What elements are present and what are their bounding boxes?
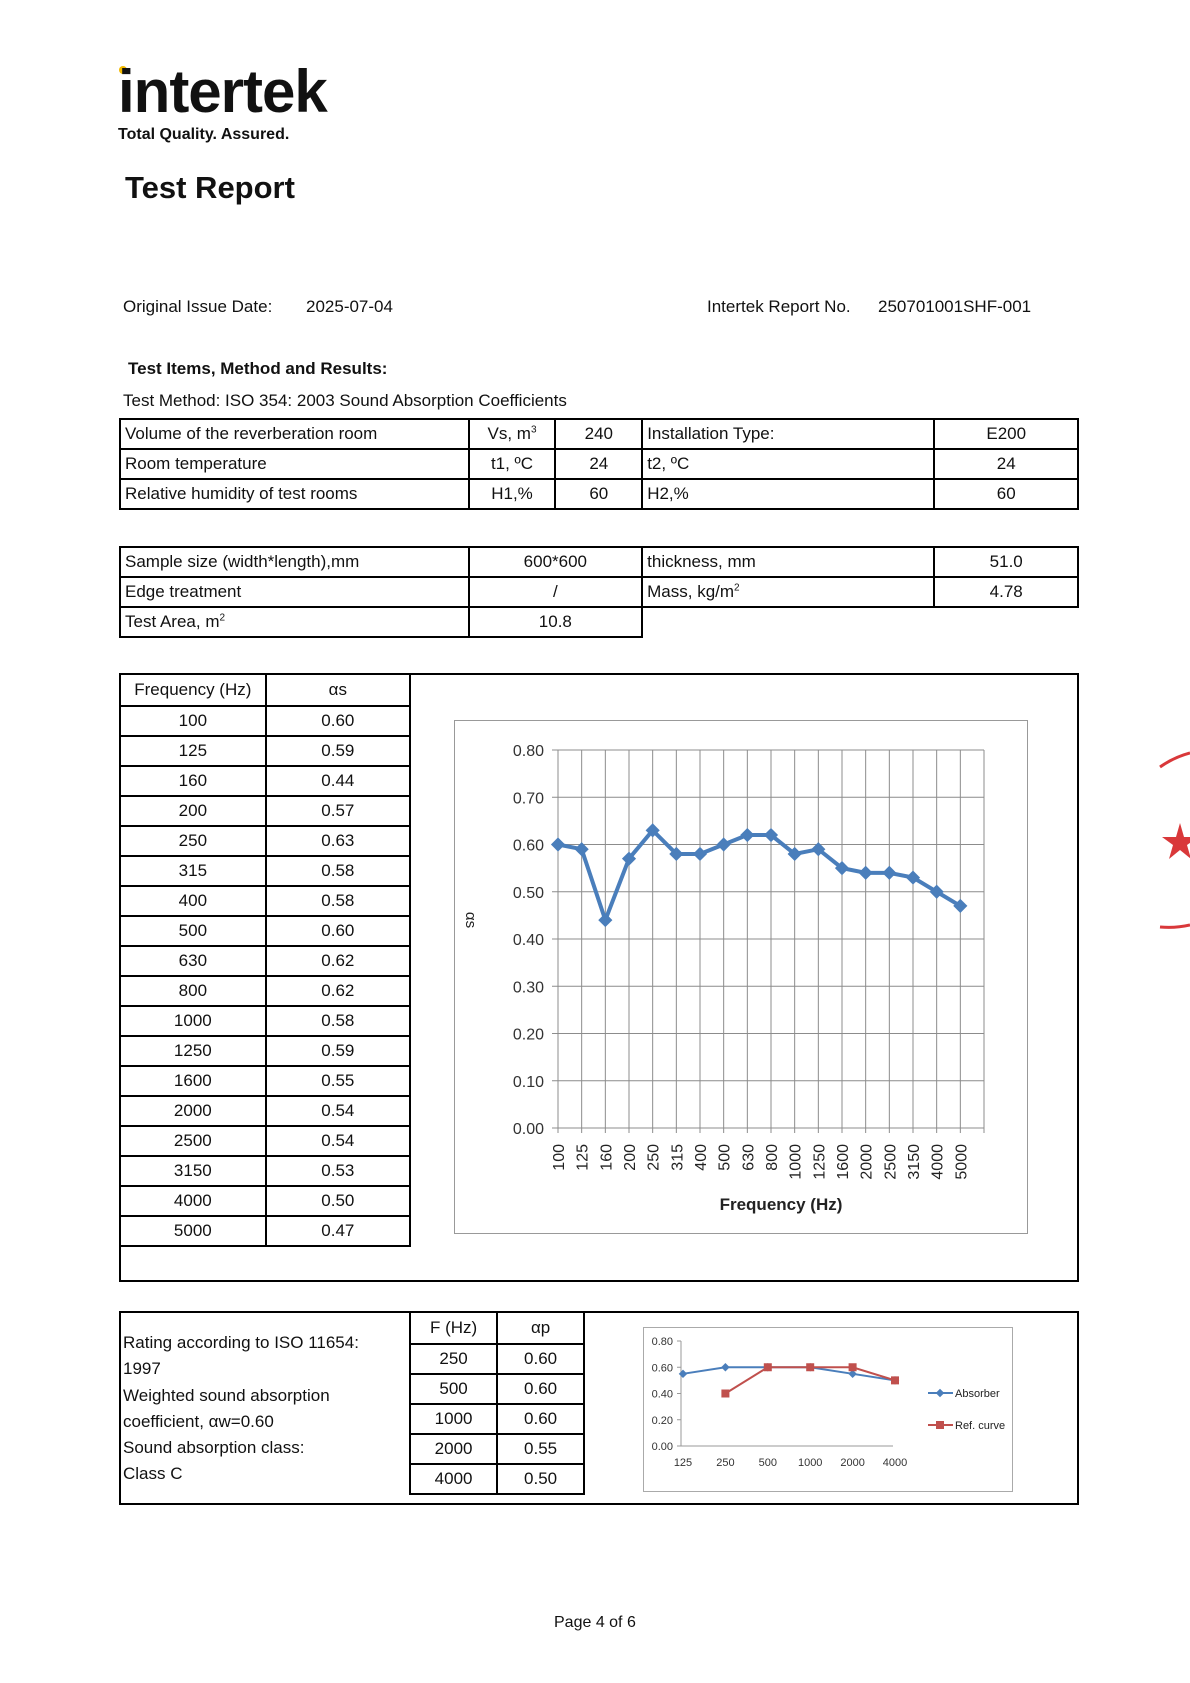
rating-alpha: 0.60: [497, 1404, 584, 1434]
rating-line: Weighted sound absorption: [123, 1385, 330, 1405]
y-tick-label: 0.00: [512, 1121, 544, 1138]
alpha-cell: 0.54: [266, 1096, 410, 1126]
edge-label: Edge treatment: [120, 577, 469, 607]
data-point: [891, 1376, 899, 1384]
frequency-cell: 1000: [120, 1006, 266, 1036]
table-row: [120, 1186, 410, 1216]
y-tick-label: 0.60: [512, 837, 544, 855]
table-row: [120, 946, 410, 976]
room-value: 24: [555, 449, 642, 479]
x-tick-label: 315: [669, 1144, 687, 1171]
alpha-cell: 0.59: [266, 1036, 410, 1066]
x-tick-label: 1250: [811, 1144, 829, 1180]
alpha-p-header: αp: [497, 1312, 584, 1344]
room-symbol: Vs, $m^3$: [469, 419, 556, 449]
table-row: [120, 1066, 410, 1096]
section-heading: Test Items, Method and Results:: [128, 359, 388, 378]
x-tick-label: 125: [574, 1144, 592, 1171]
x-tick-label: 400: [693, 1144, 710, 1171]
y-tick-label: 0.80: [651, 1336, 673, 1348]
table-row: [410, 1434, 584, 1464]
x-tick-label: 1000: [787, 1144, 805, 1180]
rating-alpha: 0.55: [497, 1434, 584, 1464]
frequency-cell: 400: [120, 886, 266, 916]
rating-line: coefficient, αw=0.60: [123, 1411, 274, 1431]
y-tick-label: 0.40: [651, 1388, 673, 1401]
table-header-row: [120, 674, 410, 706]
room-label-2: H2,%: [642, 479, 934, 509]
area-value: 10.8: [469, 607, 643, 637]
alpha-cell: 0.50: [266, 1186, 410, 1216]
room-label-2: t2, ºC: [642, 449, 934, 479]
table-row: [410, 1464, 584, 1494]
room-value: 240: [555, 419, 642, 449]
table-row: [120, 796, 410, 826]
table-row: [120, 1156, 410, 1186]
data-point: [717, 837, 731, 851]
data-point: [721, 1390, 729, 1398]
data-point: [721, 1363, 729, 1371]
table-row: [120, 736, 410, 766]
table-row: [120, 886, 410, 916]
data-point: [740, 828, 754, 842]
y-tick-label: 0.00: [651, 1441, 673, 1453]
frequency-cell: 3150: [120, 1156, 266, 1186]
table-row: [120, 826, 410, 856]
mass-value: 4.78: [934, 577, 1078, 607]
table-row: [120, 766, 410, 796]
y-tick-label: 0.60: [651, 1362, 673, 1375]
room-label: Room temperature: [120, 449, 469, 479]
table-row: [120, 449, 1078, 479]
rating-freq: 1000: [410, 1404, 497, 1434]
y-tick-label: 0.80: [512, 743, 544, 760]
test-method: Test Method: ISO 354: 2003 Sound Absorption Coefficients: [123, 391, 567, 410]
table-row: [120, 1216, 410, 1246]
x-tick-label: 2500: [882, 1144, 900, 1180]
frequency-cell: 5000: [120, 1216, 266, 1246]
mass-label: Mass, $kg/m^2$: [642, 577, 934, 607]
rating-line: Class C: [123, 1464, 183, 1484]
rating-alpha: 0.60: [497, 1344, 584, 1374]
frequency-table: [119, 673, 411, 1247]
alpha-cell: 0.62: [266, 976, 410, 1006]
x-axis-title: Frequency (Hz): [719, 1195, 843, 1214]
table-header-row: [410, 1312, 584, 1344]
x-tick-label: 5000: [953, 1144, 971, 1180]
thickness-value: 51.0: [934, 547, 1078, 577]
frequency-cell: 1250: [120, 1036, 266, 1066]
data-point: [882, 866, 896, 880]
data-point: [679, 1370, 687, 1378]
x-tick-label: 250: [716, 1457, 735, 1469]
area-label: Test Area, $m^2$: [120, 607, 469, 637]
x-tick-label: 800: [764, 1144, 781, 1171]
alpha-cell: 0.63: [266, 826, 410, 856]
table-row: [120, 856, 410, 886]
empty-cell: [642, 607, 934, 637]
y-axis-title: αs: [462, 911, 479, 929]
alpha-cell: 0.47: [266, 1216, 410, 1246]
room-label-2: Installation Type:: [642, 419, 934, 449]
data-point: [693, 847, 707, 861]
frequency-cell: 2500: [120, 1126, 266, 1156]
table-row: [410, 1404, 584, 1434]
x-tick-label: 160: [598, 1144, 616, 1171]
y-tick-label: 0.40: [512, 932, 544, 949]
table-row: [120, 577, 1078, 607]
rating-chart: [643, 1327, 1013, 1492]
frequency-cell: 2000: [120, 1096, 266, 1126]
rating-line: 1997: [123, 1359, 161, 1379]
frequency-cell: 630: [120, 946, 266, 976]
x-tick-label: 200: [622, 1144, 639, 1171]
rating-table: [409, 1311, 585, 1495]
y-tick-label: 0.70: [512, 790, 544, 808]
y-tick-label: 0.50: [512, 884, 544, 902]
frequency-cell: 100: [120, 706, 266, 736]
room-symbol: t1, ºC: [469, 449, 556, 479]
table-row: [120, 1036, 410, 1066]
frequency-cell: 160: [120, 766, 266, 796]
table-row: [120, 1006, 410, 1036]
data-point: [764, 1363, 772, 1371]
y-tick-label: 0.10: [512, 1073, 544, 1091]
page-number: Page 4 of 6: [554, 1614, 636, 1631]
alpha-cell: 0.62: [266, 946, 410, 976]
rating-freq: 2000: [410, 1434, 497, 1464]
rating-line: Rating according to ISO 11654:: [123, 1333, 359, 1352]
x-tick-label: 500: [758, 1457, 777, 1469]
absorption-chart: [454, 720, 1028, 1234]
x-tick-label: 100: [551, 1144, 568, 1171]
legend-marker: [936, 1421, 944, 1429]
table-row: [120, 479, 1078, 509]
rating-alpha: 0.50: [497, 1464, 584, 1494]
empty-cell: [934, 607, 1078, 637]
issue-date-value: 2025-07-04: [306, 297, 393, 316]
table-row: [120, 1096, 410, 1126]
x-tick-label: 4000: [882, 1457, 908, 1469]
data-point: [849, 1363, 857, 1371]
rating-freq: 4000: [410, 1464, 497, 1494]
room-symbol: H1,%: [469, 479, 556, 509]
rating-freq: 500: [410, 1374, 497, 1404]
rating-freq: 250: [410, 1344, 497, 1374]
logo-tagline: Total Quality. Assured.: [118, 126, 290, 143]
legend-label: Ref. curve: [955, 1420, 1006, 1432]
table-row: [120, 916, 410, 946]
room-value: 60: [555, 479, 642, 509]
frequency-cell: 800: [120, 976, 266, 1006]
alpha-cell: 0.58: [266, 856, 410, 886]
x-tick-label: 500: [716, 1144, 734, 1171]
data-point: [598, 913, 612, 927]
intertek-logo: intertek: [118, 58, 327, 125]
room-label: Relative humidity of test rooms: [120, 479, 469, 509]
x-tick-label: 125: [673, 1457, 693, 1469]
company-seal: [1150, 745, 1190, 935]
report-no-label: Intertek Report No.: [707, 297, 851, 316]
table-row: [120, 419, 1078, 449]
frequency-cell: 125: [120, 736, 266, 766]
rating-alpha: 0.60: [497, 1374, 584, 1404]
table-row: [120, 706, 410, 736]
y-tick-label: 0.20: [512, 1026, 544, 1044]
x-tick-label: 2000: [840, 1457, 865, 1469]
data-point: [551, 837, 565, 851]
x-tick-label: 250: [645, 1144, 663, 1171]
alpha-cell: 0.44: [266, 766, 410, 796]
sample-table: [119, 546, 1079, 638]
frequency-cell: 4000: [120, 1186, 266, 1216]
series-line: [558, 830, 960, 920]
x-tick-label: 630: [740, 1144, 758, 1171]
room-value-2: 24: [934, 449, 1078, 479]
issue-date-label: Original Issue Date:: [123, 297, 273, 316]
frequency-cell: 250: [120, 826, 266, 856]
x-tick-label: 1000: [797, 1457, 823, 1469]
data-point: [859, 866, 873, 880]
legend-label: Absorber: [955, 1388, 1000, 1400]
alpha-cell: 0.53: [266, 1156, 410, 1186]
room-label: Volume of the reverberation room: [120, 419, 469, 449]
thickness-label: thickness, mm: [642, 547, 934, 577]
y-tick-label: 0.20: [651, 1414, 673, 1427]
sample-size-label: Sample size (width*length),mm: [120, 547, 469, 577]
table-row: [120, 1126, 410, 1156]
edge-value: /: [469, 577, 643, 607]
report-no-value: 250701001SHF-001: [878, 297, 1032, 316]
x-tick-label: 3150: [906, 1144, 923, 1180]
sample-size-value: 600*600: [469, 547, 643, 577]
rating-text: [123, 1330, 359, 1488]
frequency-header: Frequency (Hz): [120, 674, 266, 706]
alpha-cell: 0.60: [266, 706, 410, 736]
frequency-cell: 315: [120, 856, 266, 886]
x-tick-label: 1600: [835, 1144, 852, 1180]
alpha-cell: 0.57: [266, 796, 410, 826]
data-point: [806, 1363, 814, 1371]
frequency-cell: 200: [120, 796, 266, 826]
legend-marker: [936, 1389, 944, 1397]
alpha-cell: 0.54: [266, 1126, 410, 1156]
table-row: [120, 547, 1078, 577]
x-tick-label: 2000: [858, 1144, 876, 1180]
alpha-cell: 0.59: [266, 736, 410, 766]
table-row: [120, 976, 410, 1006]
room-conditions-table: [119, 418, 1079, 510]
alpha-cell: 0.58: [266, 886, 410, 916]
x-tick-label: 4000: [929, 1144, 947, 1180]
room-value-2: E200: [934, 419, 1078, 449]
alpha-header: αs: [266, 674, 410, 706]
alpha-cell: 0.60: [266, 916, 410, 946]
rating-line: Sound absorption class:: [123, 1438, 305, 1458]
table-row: [410, 1344, 584, 1374]
table-row: [120, 607, 1078, 637]
page-title: Test Report: [125, 170, 295, 205]
room-value-2: 60: [934, 479, 1078, 509]
series-line: [683, 1367, 895, 1380]
alpha-cell: 0.55: [266, 1066, 410, 1096]
frequency-cell: 1600: [120, 1066, 266, 1096]
alpha-cell: 0.58: [266, 1006, 410, 1036]
table-row: [410, 1374, 584, 1404]
frequency-cell: 500: [120, 916, 266, 946]
y-tick-label: 0.30: [512, 979, 544, 997]
f-header: F (Hz): [410, 1312, 497, 1344]
